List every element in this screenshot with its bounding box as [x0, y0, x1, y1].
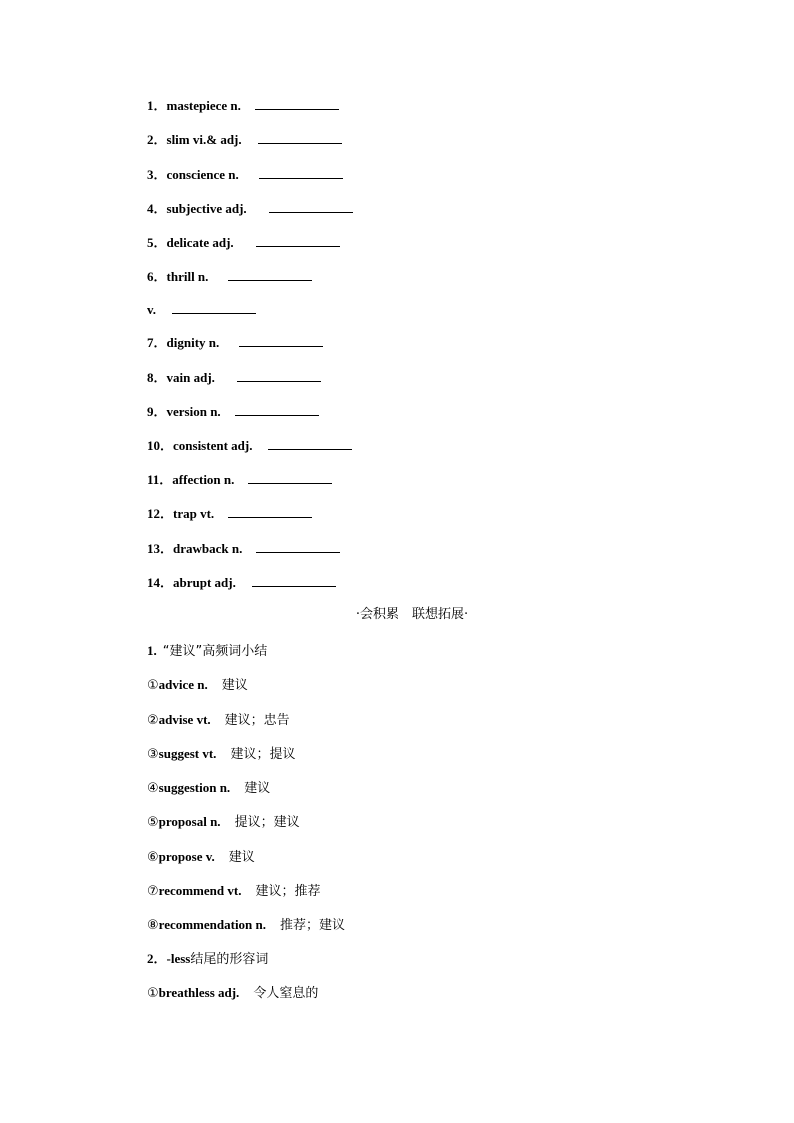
- word-term: advice n.: [158, 677, 208, 692]
- answer-blank[interactable]: [237, 369, 321, 382]
- word-term: suggest vt.: [158, 746, 217, 761]
- item-marker: ⑤: [147, 815, 159, 830]
- answer-blank[interactable]: [248, 471, 332, 484]
- word-term: recommend vt.: [158, 883, 242, 898]
- vocab-term: thrill n.: [166, 269, 209, 284]
- item-number: 14．: [147, 575, 174, 590]
- vocab-item: [147, 403, 319, 421]
- vocab-item: [147, 97, 339, 115]
- group-number: 2．: [147, 951, 167, 966]
- item-marker: ⑦: [147, 884, 159, 899]
- answer-blank[interactable]: [252, 574, 336, 587]
- answer-blank[interactable]: [258, 131, 342, 144]
- vocab-term: consistent adj.: [173, 438, 253, 453]
- item-marker: ⑧: [147, 918, 159, 933]
- word-item: [147, 916, 345, 935]
- answer-blank[interactable]: [269, 200, 353, 213]
- vocab-item: [147, 505, 312, 523]
- word-term: propose v.: [158, 849, 215, 864]
- word-meaning: 建议: [221, 678, 248, 693]
- vocab-term: drawback n.: [173, 541, 243, 556]
- word-meaning: 建议；推荐: [255, 884, 321, 899]
- word-meaning: 建议；忠告: [224, 713, 290, 728]
- answer-blank[interactable]: [259, 166, 343, 179]
- word-item: [147, 882, 320, 901]
- vocab-item: [147, 301, 256, 319]
- item-number: 2．: [147, 132, 167, 147]
- item-number: 6．: [147, 269, 167, 284]
- word-term: breathless adj.: [158, 985, 240, 1000]
- answer-blank[interactable]: [228, 268, 312, 281]
- item-marker: ③: [147, 747, 159, 762]
- group-number: 1.: [147, 643, 157, 658]
- item-marker: ①: [147, 678, 159, 693]
- item-marker: ①: [147, 986, 159, 1001]
- item-number: 11．: [147, 472, 173, 487]
- word-term: suggestion n.: [158, 780, 231, 795]
- vocab-item: [147, 234, 340, 252]
- item-number: 3．: [147, 167, 167, 182]
- vocab-item: [147, 369, 321, 387]
- item-marker: ②: [147, 713, 159, 728]
- vocab-item: [147, 334, 323, 352]
- vocab-item: [147, 268, 312, 286]
- group-title-text: “建议”高频词小结: [162, 644, 268, 659]
- answer-blank[interactable]: [172, 301, 256, 314]
- group-title-term: -less: [166, 951, 191, 966]
- vocab-term: delicate adj.: [166, 235, 234, 250]
- item-number: 10．: [147, 438, 174, 453]
- vocab-item: [147, 131, 342, 149]
- item-number: 1．: [147, 98, 167, 113]
- item-marker: ④: [147, 781, 159, 796]
- vocab-term: v.: [147, 302, 157, 317]
- word-meaning: 建议: [228, 850, 255, 865]
- vocab-term: subjective adj.: [166, 201, 247, 216]
- item-number: 13．: [147, 541, 174, 556]
- answer-blank[interactable]: [235, 403, 319, 416]
- group-title-text: 结尾的形容词: [190, 952, 269, 967]
- word-meaning: 令人窒息的: [253, 986, 319, 1001]
- word-item: [147, 779, 270, 798]
- vocab-item: [147, 437, 352, 455]
- vocab-item: [147, 574, 336, 592]
- word-term: advise vt.: [158, 712, 211, 727]
- item-number: 5．: [147, 235, 167, 250]
- word-item: [147, 813, 300, 832]
- word-item: [147, 676, 248, 695]
- vocab-term: version n.: [166, 404, 221, 419]
- word-item: [147, 984, 318, 1003]
- group-title: [147, 950, 268, 969]
- item-number: 8．: [147, 370, 167, 385]
- vocab-term: conscience n.: [166, 167, 239, 182]
- item-number: 12．: [147, 506, 174, 521]
- item-number: 9．: [147, 404, 167, 419]
- vocab-item: [147, 471, 332, 489]
- vocab-term: trap vt.: [173, 506, 215, 521]
- vocab-term: slim vi.& adj.: [166, 132, 242, 147]
- word-item: [147, 711, 290, 730]
- word-meaning: 建议；提议: [230, 747, 296, 762]
- word-item: [147, 745, 295, 764]
- item-number: 7．: [147, 335, 167, 350]
- word-term: proposal n.: [158, 814, 221, 829]
- item-marker: ⑥: [147, 850, 159, 865]
- answer-blank[interactable]: [239, 334, 323, 347]
- word-item: [147, 848, 255, 867]
- vocab-item: [147, 540, 340, 558]
- answer-blank[interactable]: [228, 505, 312, 518]
- word-term: recommendation n.: [158, 917, 267, 932]
- word-meaning: 推荐；建议: [280, 918, 346, 933]
- vocab-term: mastepiece n.: [166, 98, 241, 113]
- answer-blank[interactable]: [256, 540, 340, 553]
- word-meaning: 建议: [244, 781, 271, 796]
- word-meaning: 提议；建议: [234, 815, 300, 830]
- vocab-term: vain adj.: [166, 370, 215, 385]
- answer-blank[interactable]: [255, 97, 339, 110]
- vocab-term: abrupt adj.: [173, 575, 236, 590]
- group-title: [147, 642, 267, 661]
- item-number: 4．: [147, 201, 167, 216]
- vocab-item: [147, 200, 353, 218]
- vocab-term: affection n.: [172, 472, 235, 487]
- vocab-term: dignity n.: [166, 335, 220, 350]
- answer-blank[interactable]: [268, 437, 352, 450]
- section-heading: ·会积累 联想拓展·: [355, 607, 469, 622]
- answer-blank[interactable]: [256, 234, 340, 247]
- vocab-item: [147, 166, 343, 184]
